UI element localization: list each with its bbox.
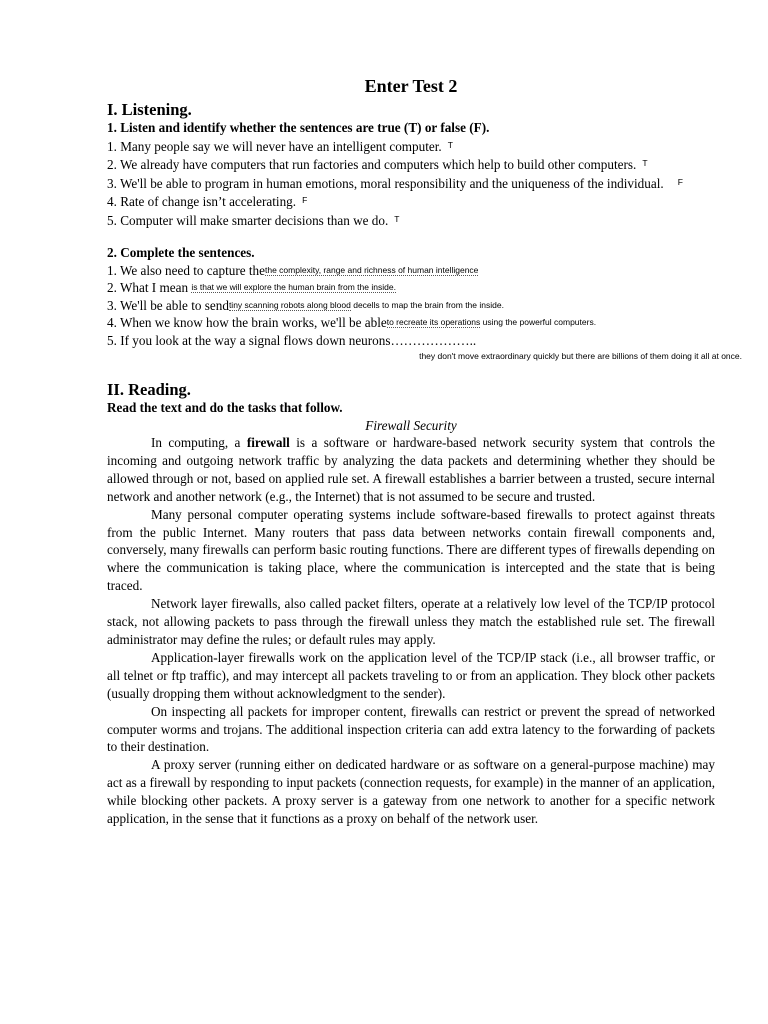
tf-item-2 — [107, 155, 715, 174]
complete-answer: tiny scanning robots along blood — [228, 299, 351, 310]
document-page — [107, 76, 742, 828]
article-paragraph-3: Network layer firewalls, also called packet filters, operate at a relatively low level of the TCP/IP protocol stack, not allowing packets to pass through the firewall unless they match the established rule set. The firewall administrator may define the rules; or default rules may apply. — [107, 596, 715, 647]
article-paragraph-4: Application-layer firewalls work on the application level of the TCP/IP stack (i.e., all browser traffic, or all telnet or ftp traffic), and may intercept all packets traveling to or from an application. They block other packets (usually dropping them without acknowledgment to the sender). — [107, 649, 715, 701]
complete-answer-rest: decells to map the brain from the inside. — [350, 299, 504, 310]
tf-item-text: 1. Many people say we will never have an intelligent computer. — [107, 138, 442, 154]
complete-item-3 — [107, 297, 715, 315]
tf-item-text: 4. Rate of change isn’t accelerating. — [107, 194, 297, 209]
tf-answer: F — [302, 195, 308, 205]
complete-prompt: 4. When we know how the brain works, we'll be able — [107, 315, 387, 330]
tf-answer: T — [394, 213, 400, 224]
tf-item-5 — [107, 211, 715, 230]
article-paragraph-6: A proxy server (running either on dedicated hardware or as software on a general-purpose machine) may act as a firewall by responding to input packets (connection requests, for example) in the manner of an application, while blocking other packets. A proxy server is a gateway from one network to another for a specific network application, in the sense that it functions as a proxy on behalf of the network user. — [107, 757, 715, 827]
complete-prompt: 1. We also need to capture the — [107, 262, 265, 278]
task2-instruction: 2. Complete the sentences. — [107, 245, 255, 260]
complete-answer-5: they don't move extraordinary quickly but there are billions of them doing it all at once. — [419, 351, 742, 361]
complete-prompt: 5. If you look at the way a signal flows down neurons……………….. — [107, 332, 477, 348]
listening-heading: I. Listening. — [107, 100, 192, 119]
article-title: Firewall Security — [365, 417, 457, 433]
complete-answer: is that we will explore the human brain from the inside. — [191, 282, 396, 292]
complete-answer: to recreate its operations — [386, 317, 481, 327]
article-paragraph-2: Many personal computer operating systems include software-based firewalls to protect against threats from the public Internet. Many routers that pass data between networks contain firewall components and, conversely, many firewalls can perform basic routing functions. There are different types of firewalls depending on where the communication is taking place, where the communication is intercepted and the state that is being traced. — [107, 506, 715, 594]
complete-prompt: 3. We'll be able to send — [107, 297, 229, 313]
tf-item-4 — [107, 192, 715, 211]
tf-item-text: 2. We already have computers that run factories and computers which help to build other computers. — [107, 157, 637, 172]
complete-prompt: 2. What I mean — [107, 280, 192, 295]
complete-item-4 — [107, 314, 715, 332]
tf-item-1 — [107, 137, 715, 156]
reading-heading: II. Reading. — [107, 380, 191, 399]
complete-answer: the complexity, range and richness of human intelligence — [265, 264, 479, 275]
keyword-firewall: firewall — [246, 435, 290, 450]
tf-item-3 — [107, 174, 715, 193]
article-paragraph-5: On inspecting all packets for improper content, firewalls can restrict or prevent the spread of networked computer worms and trojans. The additional inspection criteria can add extra latency to the forwarding of packets to their destination. — [107, 703, 715, 755]
tf-answer: T — [642, 158, 648, 168]
article-paragraph-1: In computing, a firewall is a software or hardware-based network security system that controls the incoming and outgoing network traffic by analyzing the data packets and determining whether they should be allowed through or not, based on applied rule set. A firewall establishes a barrier between a trusted, secure internal network and another network (e.g., the Internet) that is not assumed to be secure and trusted. — [107, 435, 715, 504]
tf-item-text: 3. We'll be able to program in human emotions, moral responsibility and the uniqueness of the individual. — [107, 175, 664, 191]
complete-answer-rest: using the powerful computers. — [480, 317, 597, 327]
reading-instruction: Read the text and do the tasks that follow. — [107, 400, 343, 415]
tf-answer: F — [677, 176, 683, 187]
tf-item-text: 5. Computer will make smarter decisions than we do. — [107, 212, 389, 228]
complete-item-5 — [107, 332, 715, 350]
task1-instruction: 1. Listen and identify whether the sentences are true (T) or false (F). — [107, 120, 490, 135]
tf-answer: T — [447, 139, 453, 150]
page-title: Enter Test 2 — [364, 76, 458, 96]
complete-item-2 — [107, 279, 715, 297]
complete-item-1 — [107, 262, 715, 280]
